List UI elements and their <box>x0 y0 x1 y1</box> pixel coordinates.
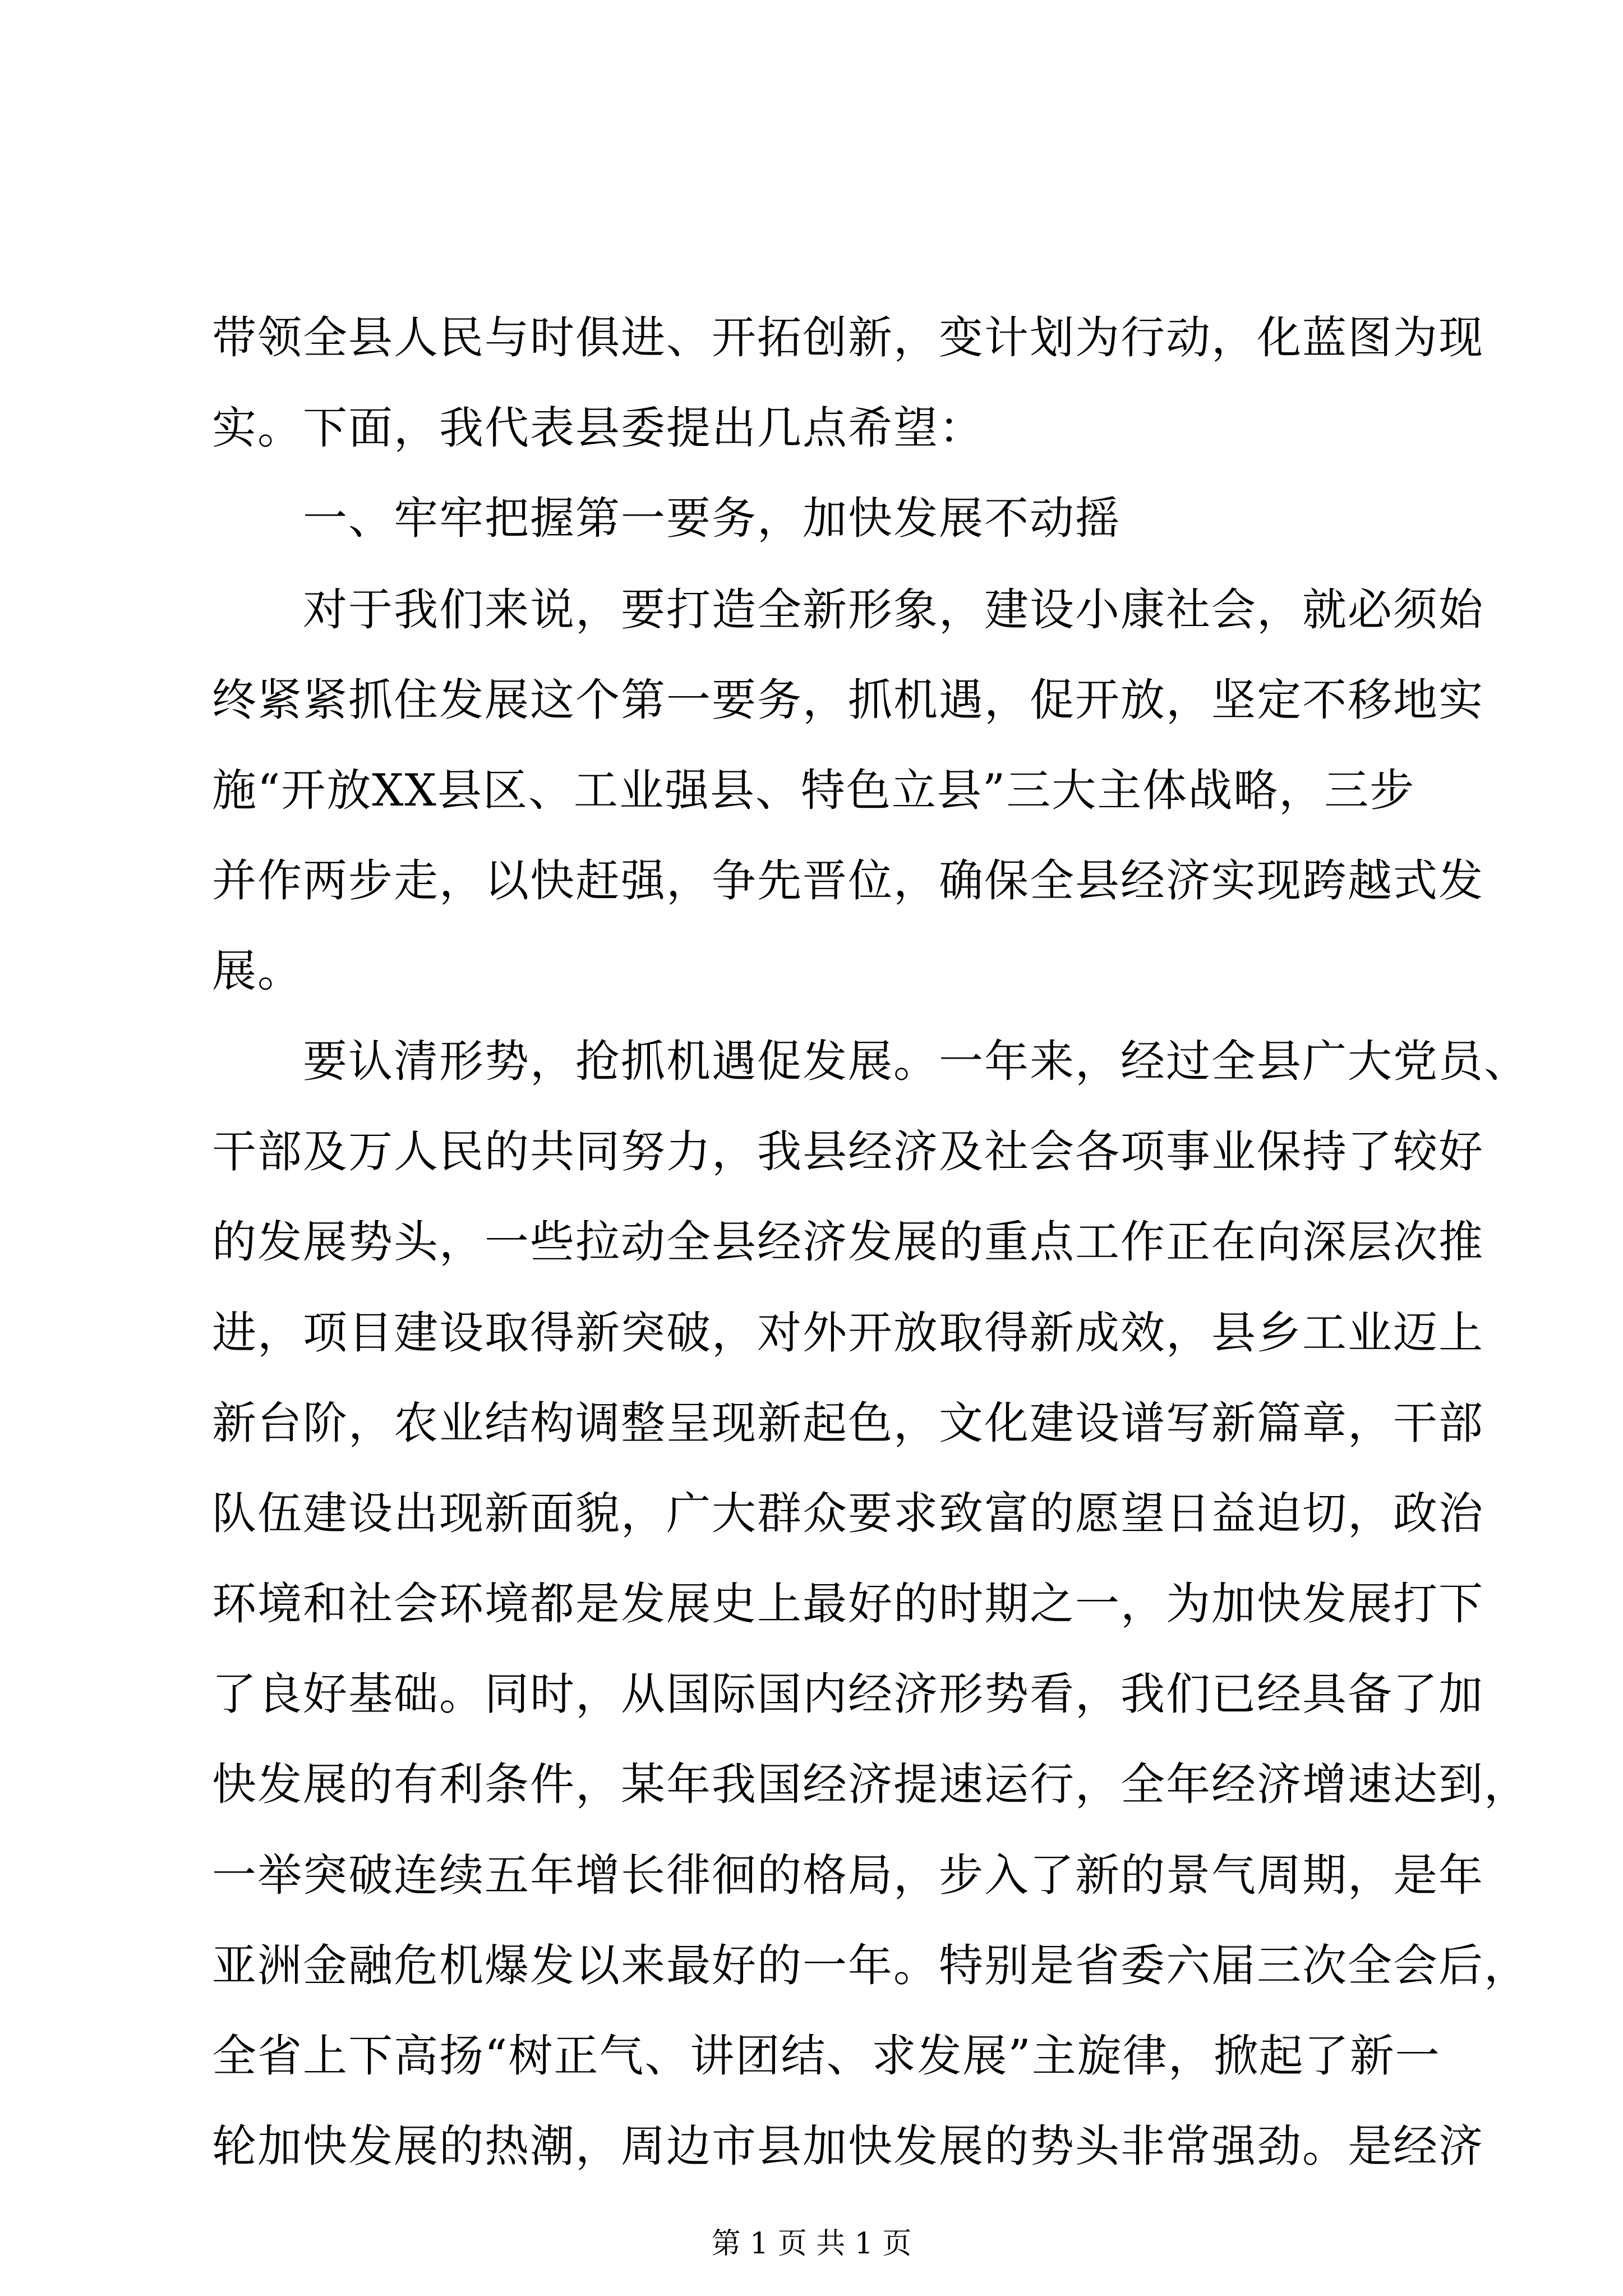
text-line: 进，项目建设取得新突破，对外开放取得新成效，县乡工业迈上 <box>212 1307 1484 1359</box>
text-line: 的发展势头，一些拉动全县经济发展的重点工作正在向深层次推 <box>212 1216 1484 1268</box>
text-line: 轮加快发展的热潮，周边市县加快发展的势头非常强劲。是经济 <box>212 2120 1484 2172</box>
text-line: 队伍建设出现新面貌，广大群众要求致富的愿望日益迫切，政治 <box>212 1488 1484 1539</box>
text-line: 带领全县人民与时俱进、开拓创新，变计划为行动，化蓝图为现 <box>212 312 1484 364</box>
text-line: 亚洲金融危机爆发以来最好的一年。特别是省委六届三次全会后， <box>212 1940 1529 1991</box>
text-line: 实。下面，我代表县委提出几点希望： <box>212 402 984 454</box>
text-line: 施“开放XX县区、工业强县、特色立县”三大主体战略，三步 <box>212 765 1415 816</box>
section-heading: 一、牢牢把握第一要务，加快发展不动摇 <box>303 493 1121 544</box>
text-line: 新台阶，农业结构调整呈现新起色，文化建设谱写新篇章，干部 <box>212 1397 1484 1449</box>
text-line: 环境和社会环境都是发展史上最好的时期之一，为加快发展打下 <box>212 1578 1484 1630</box>
text-line: 对于我们来说，要打造全新形象，建设小康社会，就必须始 <box>303 584 1484 636</box>
text-line: 并作两步走，以快赶强，争先晋位，确保全县经济实现跨越式发 <box>212 855 1484 907</box>
text-line: 一举突破连续五年增长徘徊的格局，步入了新的景气周期，是年 <box>212 1849 1484 1901</box>
text-line: 干部及万人民的共同努力，我县经济及社会各项事业保持了较好 <box>212 1126 1484 1177</box>
text-line: 要认清形势，抢抓机遇促发展。一年来，经过全县广大党员、 <box>303 1036 1529 1087</box>
text-line: 终紧紧抓住发展这个第一要务，抓机遇，促开放，坚定不移地实 <box>212 674 1484 726</box>
page-number-footer: 第 1 页 共 1 页 <box>711 2227 912 2261</box>
text-line: 展。 <box>212 945 303 997</box>
text-line: 全省上下高扬“树正气、讲团结、求发展”主旋律，掀起了新一 <box>212 2030 1441 2082</box>
text-line: 了良好基础。同时，从国际国内经济形势看，我们已经具备了加 <box>212 1668 1484 1720</box>
text-line: 快发展的有利条件，某年我国经济提速运行，全年经济增速达到， <box>212 1759 1529 1810</box>
